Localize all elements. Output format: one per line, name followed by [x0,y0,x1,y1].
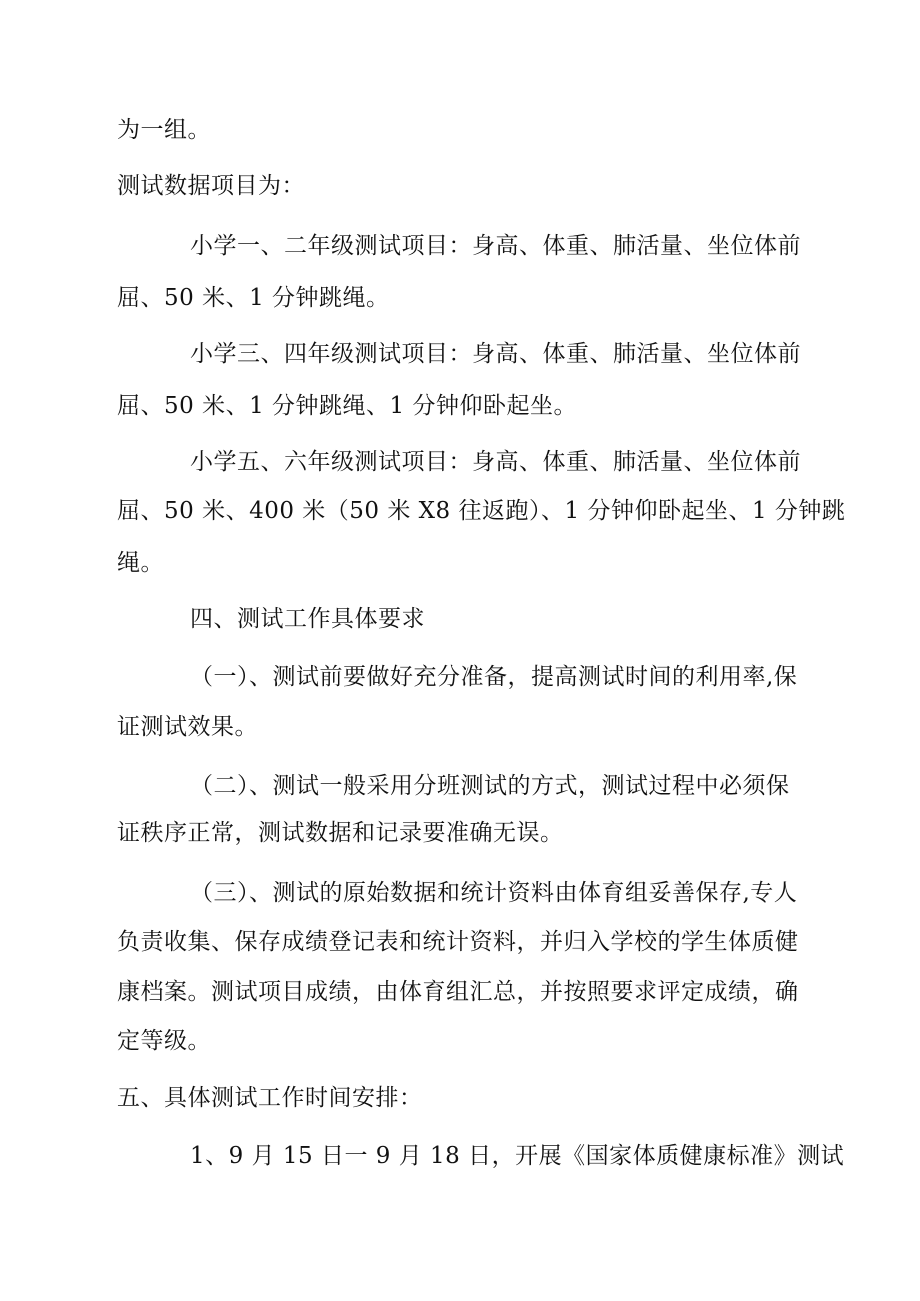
section-heading: 五、具体测试工作时间安排： [117,1085,423,1111]
text-line: 1、9 月 15 日一 9 月 18 日，开展《国家体质健康标准》测试 [190,1143,845,1169]
text-line: 绳。 [117,550,164,576]
text-line: 测试数据项目为： [117,173,305,199]
text-line: 康档案。测试项目成绩，由体育组汇总，并按照要求评定成绩，确 [117,979,799,1005]
text-line: 小学五、六年级测试项目：身高、体重、肺活量、坐位体前 [190,449,801,475]
text-line: 证秩序正常，测试数据和记录要准确无误。 [117,820,564,846]
text-line: 定等级。 [117,1028,211,1054]
text-line: 证测试效果。 [117,714,258,740]
text-line: 小学三、四年级测试项目：身高、体重、肺活量、坐位体前 [190,341,801,367]
text-line: 负责收集、保存成绩登记表和统计资料，并归入学校的学生体质健 [117,929,799,955]
text-line: 为一组。 [117,117,211,143]
text-line: （二）、测试一般采用分班测试的方式，测试过程中必须保 [190,773,790,799]
text-line: 屈、50 米、400 米（50 米 X8 往返跑）、1 分钟仰卧起坐、1 分钟跳 [117,498,846,524]
text-line: （一）、测试前要做好充分准备，提高测试时间的利用率,保 [190,664,798,690]
text-line: （三）、测试的原始数据和统计资料由体育组妥善保存,专人 [190,880,798,906]
text-line: 屈、50 米、1 分钟跳绳。 [117,285,390,311]
text-line: 屈、50 米、1 分钟跳绳、1 分钟仰卧起坐。 [117,393,577,419]
section-heading: 四、测试工作具体要求 [190,606,425,632]
text-line: 小学一、二年级测试项目：身高、体重、肺活量、坐位体前 [190,233,801,259]
